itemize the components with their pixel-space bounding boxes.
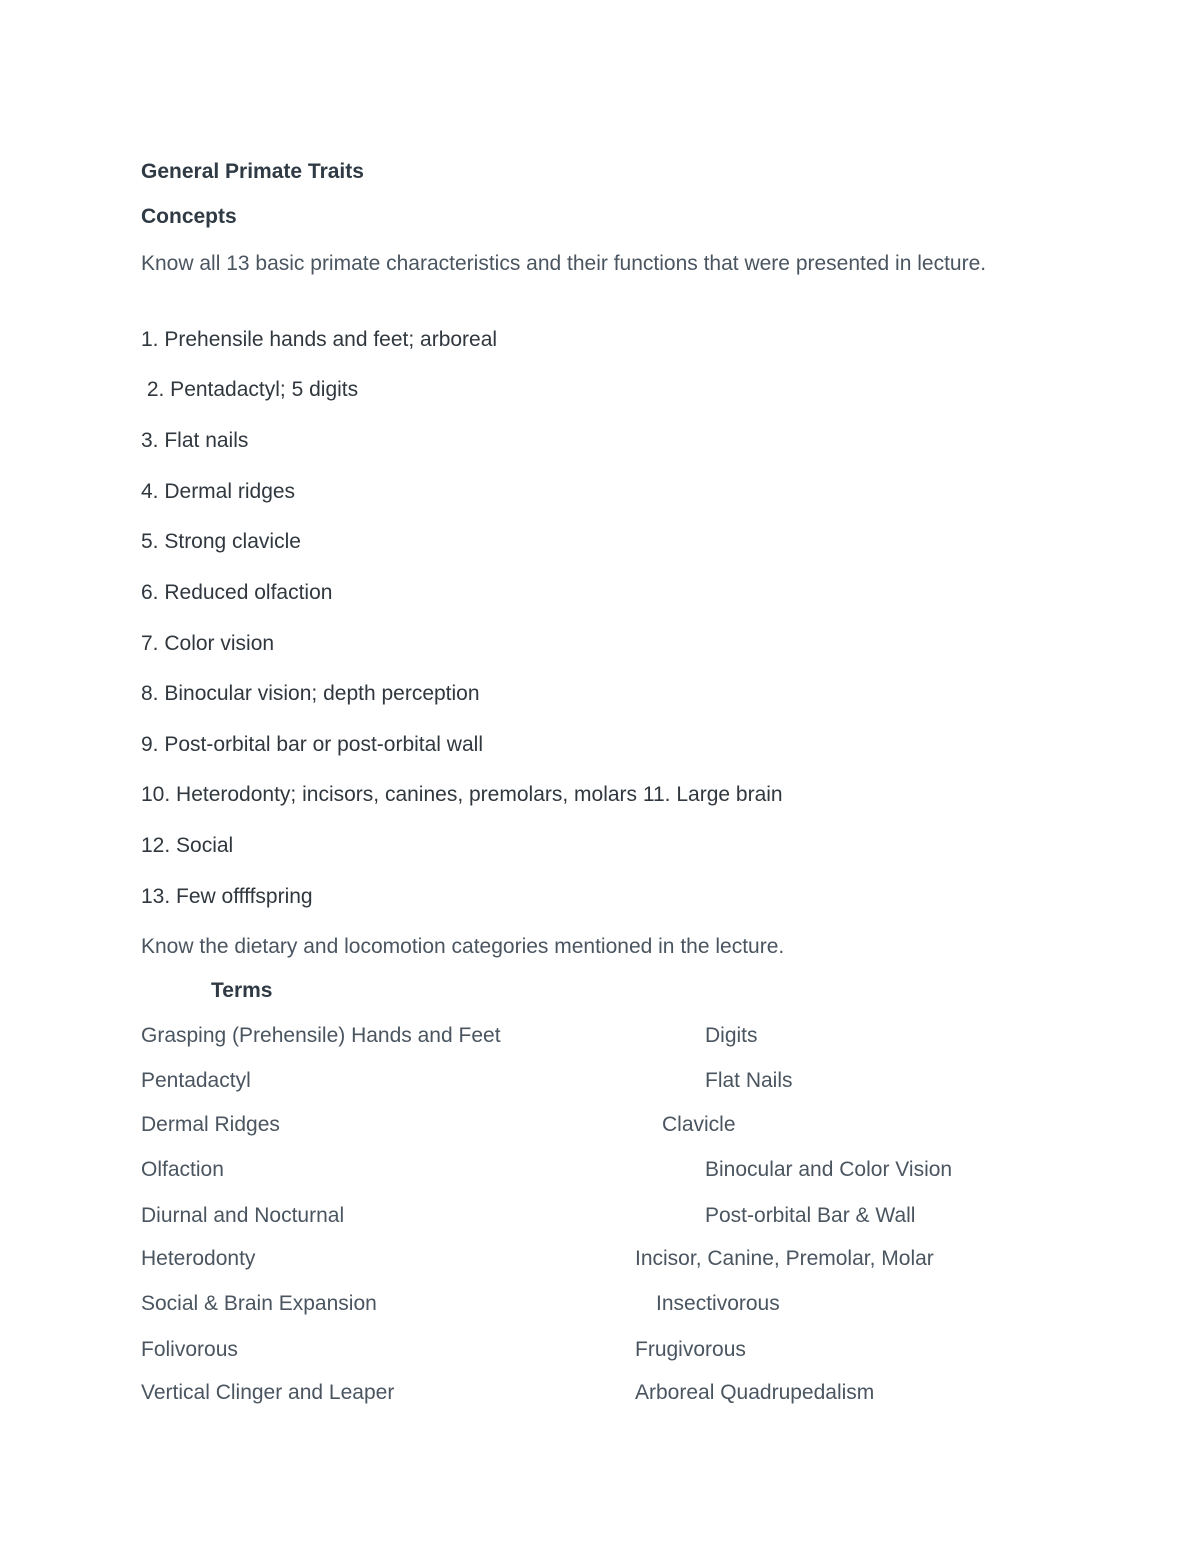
characteristic-item-10: 10. Heterodonty; incisors, canines, premolars, molars 11. Large brain <box>141 783 783 806</box>
document-title: General Primate Traits <box>141 160 364 183</box>
characteristic-item-2: 2. Pentadactyl; 5 digits <box>141 378 359 401</box>
terms-heading: Terms <box>211 979 273 1002</box>
term-left: Social & Brain Expansion <box>141 1292 377 1315</box>
characteristic-item-7: 7. Color vision <box>141 632 275 655</box>
concepts-heading: Concepts <box>141 205 237 228</box>
term-right: Frugivorous <box>635 1338 746 1361</box>
term-right: Insectivorous <box>656 1292 780 1315</box>
term-right: Post-orbital Bar & Wall <box>705 1204 916 1227</box>
term-right: Arboreal Quadrupedalism <box>635 1381 875 1404</box>
term-left: Olfaction <box>141 1158 224 1181</box>
characteristic-item-13: 13. Few offffspring <box>141 885 313 908</box>
term-left: Vertical Clinger and Leaper <box>141 1381 395 1404</box>
term-left: Dermal Ridges <box>141 1113 280 1136</box>
categories-note: Know the dietary and locomotion categories mentioned in the lecture. <box>141 935 785 958</box>
term-right: Incisor, Canine, Premolar, Molar <box>635 1247 934 1270</box>
term-left: Pentadactyl <box>141 1069 251 1092</box>
term-left: Diurnal and Nocturnal <box>141 1204 345 1227</box>
term-left: Heterodonty <box>141 1247 256 1270</box>
characteristic-item-6: 6. Reduced olfaction <box>141 581 333 604</box>
term-right: Digits <box>705 1024 758 1047</box>
characteristic-item-8: 8. Binocular vision; depth perception <box>141 682 480 705</box>
term-right: Binocular and Color Vision <box>705 1158 953 1181</box>
characteristic-item-12: 12. Social <box>141 834 234 857</box>
term-left: Grasping (Prehensile) Hands and Feet <box>141 1024 501 1047</box>
term-left: Folivorous <box>141 1338 238 1361</box>
characteristic-item-4: 4. Dermal ridges <box>141 480 296 503</box>
term-right: Clavicle <box>662 1113 736 1136</box>
characteristic-item-3: 3. Flat nails <box>141 429 249 452</box>
intro-paragraph: Know all 13 basic primate characteristics and their functions that were presented in lecture. <box>141 252 987 275</box>
characteristic-item-9: 9. Post-orbital bar or post-orbital wall <box>141 733 483 756</box>
characteristic-item-1: 1. Prehensile hands and feet; arboreal <box>141 328 498 351</box>
characteristic-item-5: 5. Strong clavicle <box>141 530 301 553</box>
term-right: Flat Nails <box>705 1069 793 1092</box>
